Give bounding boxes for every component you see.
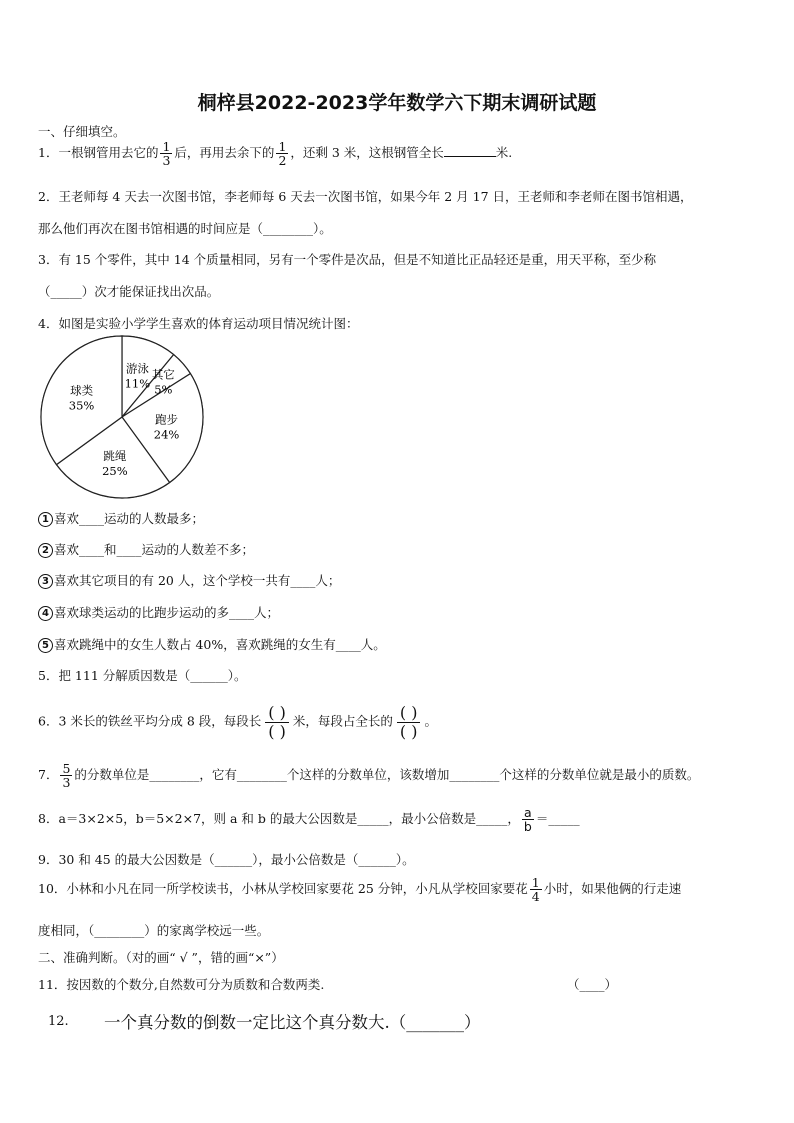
question-5: 5．把 111 分解质因数是（______）。 <box>38 668 247 683</box>
question-4-sub-2: 2 喜欢____和____运动的人数差不多； <box>38 540 254 558</box>
pie-value-label-3: 24% <box>153 427 180 442</box>
section-2-heading: 二、准确判断。（对的画“ √ ”，错的画“×”） <box>38 950 284 965</box>
question-10-line-1: 10．小林和小凡在同一所学校读书，小林从学校回家要花 25 分钟，小凡从学校回家要花 $\frac{1}{4}$ 小时，如果他俩的行走速 <box>38 875 682 905</box>
question-9: 9．30 和 45 的最大公因数是（______），最小公倍数是（______）。 <box>38 852 415 867</box>
page-title: 桐梓县2022-2023学年数学六下期末调研试题 <box>197 92 597 114</box>
fraction: $\frac{1}{3}$ <box>162 139 171 169</box>
pie-label-1: 游泳 <box>125 361 149 376</box>
question-3-line-2: （_____）次才能保证找出次品。 <box>38 284 220 299</box>
paren-fraction: ( ) ( ) <box>397 704 421 740</box>
question-4-sub-5: 5 喜欢跳绳中的女生人数占 40%，喜欢跳绳的女生有____人。 <box>38 635 386 653</box>
pie-label-5: 球类 <box>70 383 94 398</box>
pie-label-4: 跳绳 <box>103 448 127 463</box>
fraction: $\frac{5}{3}$ <box>62 761 71 791</box>
pie-label-3: 跑步 <box>155 412 179 427</box>
question-6: 6．3 米长的铁丝平均分成 8 段，每段长 ( ) ( ) 米，每段占全长的 ( ) ( ) 。 <box>38 703 437 741</box>
question-2-line-1: 2．王老师每 4 天去一次图书馆，李老师每 6 天去一次图书馆，如果今年 2 月 17 日，王老师和李老师在图书馆相遇， <box>38 189 693 204</box>
sports-pie-chart <box>36 333 208 501</box>
section-1-heading: 一、仔细填空。 <box>38 124 126 139</box>
pie-value-label-4: 25% <box>102 463 128 478</box>
question-11: 11．按因数的个数分,自然数可分为质数和合数两类. <box>38 977 325 992</box>
circled-number-3: 3 <box>38 574 53 589</box>
pie-label-2: 其它 <box>151 367 175 382</box>
pie-value-label-5: 35% <box>68 398 95 413</box>
question-11-answer-blank[interactable]: （____） <box>567 977 618 992</box>
circled-number-2: 2 <box>38 543 53 558</box>
question-3-line-1: 3．有 15 个零件，其中 14 个质量相同，另有一个零件是次品，但是不知道比正品轻还是重，用天平称，至少称 <box>38 252 657 267</box>
question-8: 8．a＝3×2×5，b＝5×2×7，则 a 和 b 的最大公因数是_____，最小公倍数是_____， $\frac{a}{b}$ ＝_____ <box>38 805 580 835</box>
fraction: $\frac{1}{2}$ <box>278 139 287 169</box>
question-1: 1．一根钢管用去它的 $\frac{1}{3}$ 后，再用去余下的 $\frac{1}{2}$ ，还剩 3 米，这根钢管全长 米. <box>38 139 513 169</box>
question-12: 一个真分数的倒数一定比这个真分数大.（_______） <box>104 1013 481 1032</box>
circled-number-5: 5 <box>38 638 53 653</box>
answer-blank[interactable] <box>444 156 496 157</box>
question-10-line-2: 度相同，（________）的家离学校远一些。 <box>38 923 270 938</box>
fraction: $\frac{a}{b}$ <box>523 805 532 835</box>
question-12-number: 12. <box>48 1014 69 1029</box>
fraction: $\frac{1}{4}$ <box>531 875 540 905</box>
pie-value-label-1: 11% <box>124 376 151 391</box>
question-4-sub-3: 3 喜欢其它项目的有 20 人，这个学校一共有____人； <box>38 571 340 589</box>
circled-number-1: 1 <box>38 512 53 527</box>
question-2-line-2: 那么他们再次在图书馆相遇的时间应是（________）。 <box>38 221 332 236</box>
paren-fraction: ( ) ( ) <box>265 704 289 740</box>
question-4-sub-4: 4 喜欢球类运动的比跑步运动的多____人； <box>38 603 279 621</box>
question-4-sub-1: 1 喜欢____运动的人数最多； <box>38 509 204 527</box>
question-4-stem: 4．如图是实验小学学生喜欢的体育运动项目情况统计图： <box>38 316 359 331</box>
pie-value-label-2: 5% <box>154 382 173 397</box>
circled-number-4: 4 <box>38 606 53 621</box>
question-7: 7． $\frac{5}{3}$ 的分数单位是________，它有________个这样的分数单位，该数增加________个这样的分数单位就是最小的质数。 <box>38 761 700 791</box>
